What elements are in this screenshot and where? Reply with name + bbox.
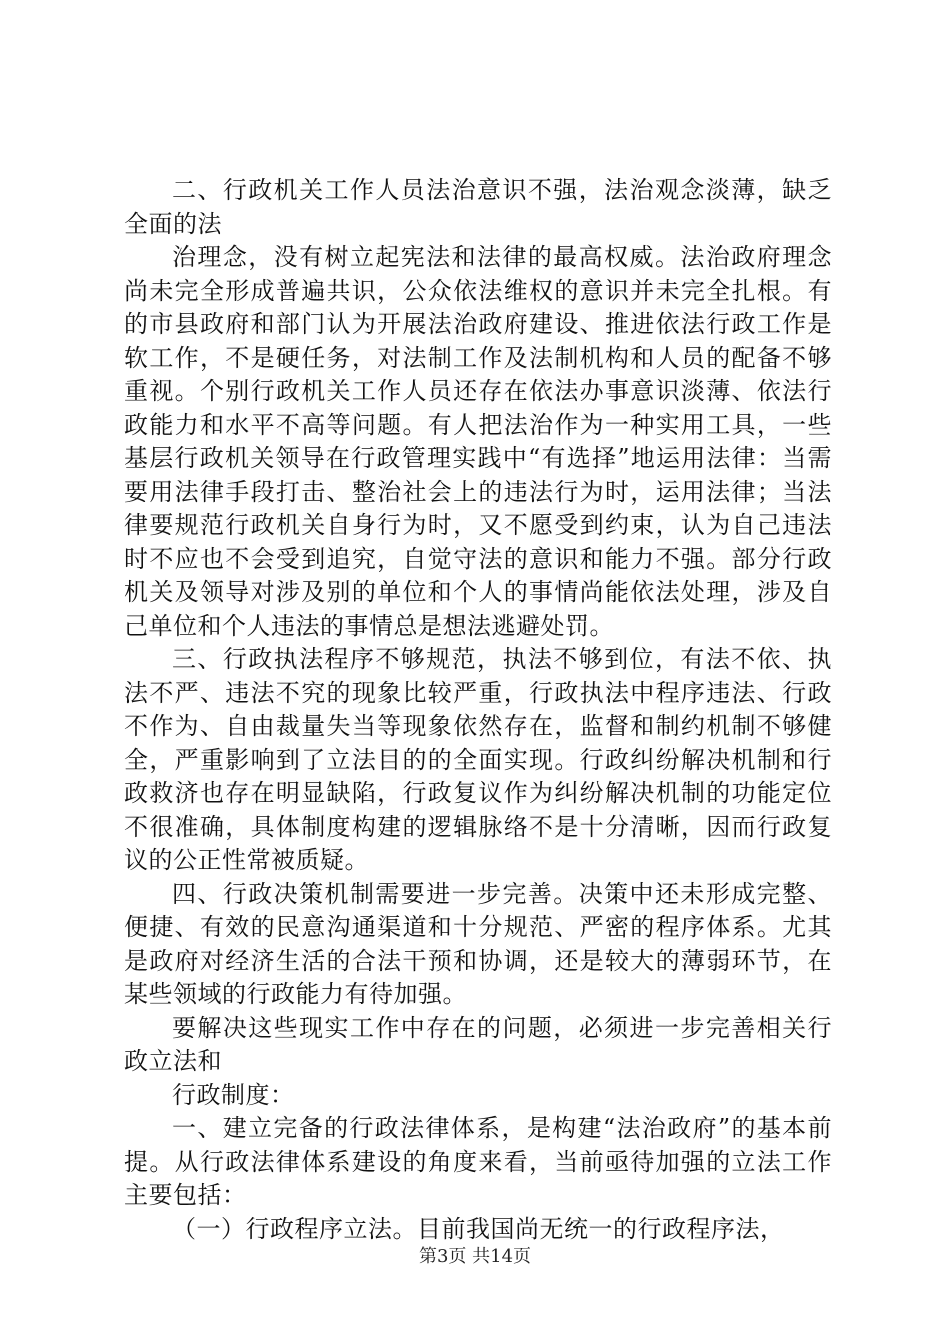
paragraph-item-3: 三、行政执法程序不够规范，执法不够到位，有法不依、执法不严、违法不究的现象比较严重，行政执法中程序违法、行政不作为、自由裁量失当等现象依然存在，监督和制约机制不够健全，严重影响到了立法目的的全面实现。行政纠纷解决机制和行政救济也存在明显缺陷，行政复议作为纠纷解决机制的功能定位不很准确，具体制度构建的逻辑脉络不是十分清晰，因而行政复议的公正性常被质疑。: [124, 645, 832, 874]
paragraph-measure-1-sub-1: （一）行政程序立法。目前我国尚无统一的行政程序法，: [172, 1214, 785, 1243]
paragraph-admin-system: 行政制度：: [172, 1080, 295, 1109]
paragraph-item-2-body: 治理念，没有树立起宪法和法律的最高权威。法治政府理念尚未完全形成普遍共识，公众依法维权的意识并未完全扎根。有的市县政府和部门认为开展法治政府建设、推进依法行政工作是软工作，不是硬任务，对法制工作及法制机构和人员的配备不够重视。个别行政机关工作人员还存在依法办事意识淡薄、依法行政能力和水平不高等问题。有人把法治作为一种实用工具，一些基层行政机关领导在行政管理实践中“有选择”地运用法律：当需要用法律手段打击、整治社会上的违法行为时，运用法律；当法律要规范行政机关自身行为时，又不愿受到约束，认为自己违法时不应也不会受到追究，自觉守法的意识和能力不强。部分行政机关及领导对涉及别的单位和个人的事情尚能依法处理，涉及自己单位和个人违法的事情总是想法逃避处罚。: [124, 243, 832, 640]
paragraph-measure-1: 一、建立完备的行政法律体系，是构建“法治政府”的基本前提。从行政法律体系建设的角度来看，当前亟待加强的立法工作主要包括：: [124, 1114, 832, 1209]
paragraph-transition: 要解决这些现实工作中存在的问题，必须进一步完善相关行政立法和: [124, 1013, 832, 1075]
document-body: [124, 174, 832, 1246]
paragraph-item-2-heading: 二、行政机关工作人员法治意识不强，法治观念淡薄，缺乏全面的法: [124, 176, 832, 238]
paragraph-item-4: 四、行政决策机制需要进一步完善。决策中还未形成完整、便捷、有效的民意沟通渠道和十分规范、严密的程序体系。尤其是政府对经济生活的合法干预和协调，还是较大的薄弱环节，在某些领域的行政能力有待加强。: [124, 879, 832, 1008]
page-number-footer: 第3页 共14页: [418, 1246, 532, 1267]
